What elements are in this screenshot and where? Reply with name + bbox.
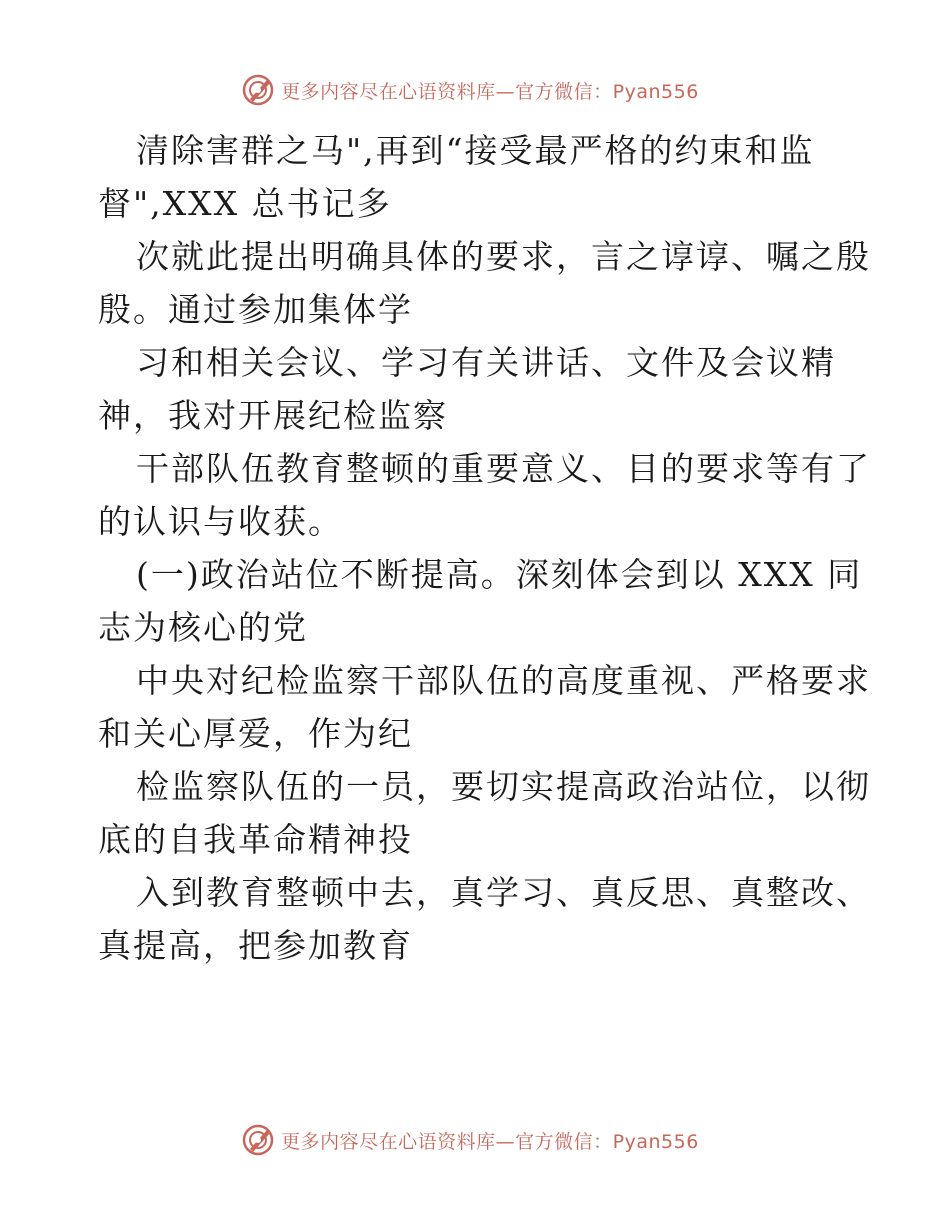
- paragraph-line: 志为核心的党: [98, 608, 308, 647]
- header-watermark: [0, 70, 950, 110]
- footer-watermark: [0, 1120, 950, 1160]
- paragraph-line: 中央对纪检监察干部队伍的高度重视、严格要求: [136, 661, 871, 700]
- paragraph-line: 入到教育整顿中去，真学习、真反思、真整改、: [136, 873, 871, 912]
- document-body: [98, 124, 871, 972]
- paragraph-line: 检监察队伍的一员，要切实提高政治站位，以彻: [136, 767, 871, 806]
- watermark-text: 更多内容尽在心语资料库—官方微信：Pyan556: [281, 1130, 699, 1153]
- paragraph-line: 干部队伍教育整顿的重要意义、目的要求等有了: [136, 449, 871, 488]
- paragraph-line: 和关心厚爱，作为纪: [98, 714, 413, 753]
- watermark-inner: [241, 73, 699, 107]
- paragraph-line: 底的自我革命精神投: [98, 820, 413, 859]
- paragraph-line: 殷。通过参加集体学: [98, 290, 413, 329]
- paragraph-line: 督",XXX 总书记多: [98, 184, 392, 223]
- watermark-text: 更多内容尽在心语资料库—官方微信：Pyan556: [281, 80, 699, 103]
- watermark-logo-icon: [241, 73, 275, 107]
- paragraph-line: 神，我对开展纪检监察: [98, 396, 448, 435]
- paragraph-line: 真提高，把参加教育: [98, 926, 413, 965]
- paragraph-line: 的认识与收获。: [98, 502, 343, 541]
- watermark-logo-icon: [241, 1123, 275, 1157]
- paragraph-line: 习和相关会议、学习有关讲话、文件及会议精: [136, 343, 836, 382]
- paragraph-line: (一)政治站位不断提高。深刻体会到以 XXX 同: [136, 555, 863, 594]
- paragraph-line: 次就此提出明确具体的要求，言之谆谆、嘱之殷: [136, 237, 871, 276]
- paragraph-line: 清除害群之马",再到“接受最严格的约束和监: [136, 131, 815, 170]
- watermark-inner: [241, 1123, 699, 1157]
